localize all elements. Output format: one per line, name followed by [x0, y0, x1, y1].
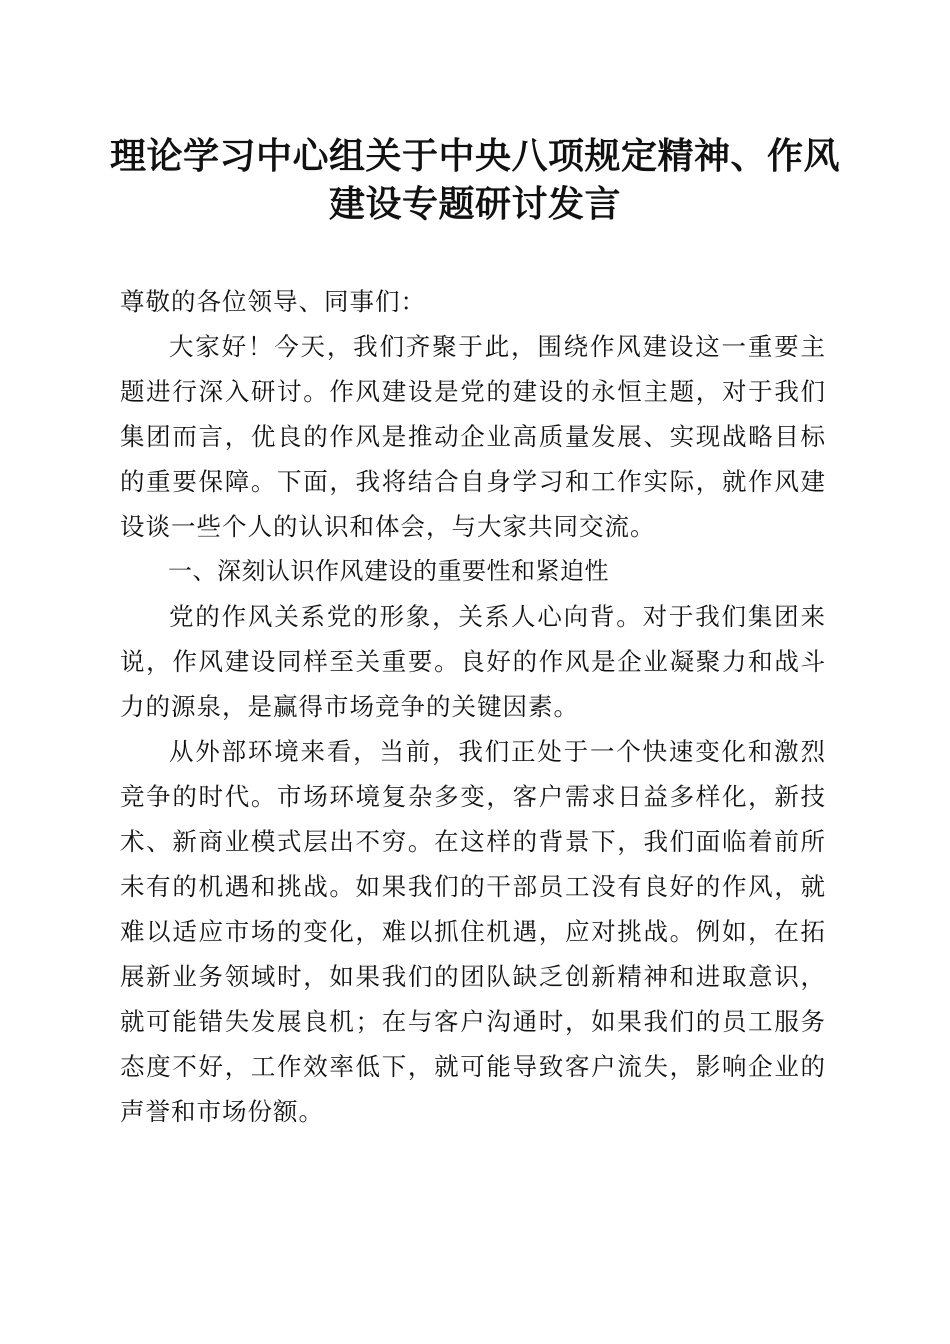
document-title	[110, 132, 840, 228]
title-line-2: 建设专题研讨发言	[328, 183, 621, 225]
paragraph-importance: 党的作风关系党的形象，关系人心向背。对于我们集团来说，作风建设同样至关重要。良好的作风是企业凝聚力和战斗力的源泉，是赢得市场竞争的关键因素。	[120, 602, 826, 721]
document-body	[120, 279, 826, 1134]
title-line-1: 理论学习中心组关于中央八项规定精神、作风	[110, 135, 841, 177]
salutation: 尊敬的各位领导、同事们：	[120, 287, 426, 316]
paragraph-opening: 大家好！今天，我们齐聚于此，围绕作风建设这一重要主题进行深入研讨。作风建设是党的建设的永恒主题，对于我们集团而言，优良的作风是推动企业高质量发展、实现战略目标的重要保障。下面，我将结合自身学习和工作实际，就作风建设谈一些个人的认识和体会，与大家共同交流。	[120, 332, 826, 541]
paragraph-external-environment: 从外部环境来看，当前，我们正处于一个快速变化和激烈竞争的时代。市场环境复杂多变，客户需求日益多样化，新技术、新商业模式层出不穷。在这样的背景下，我们面临着前所未有的机遇和挑战。如果我们的干部员工没有良好的作风，就难以适应市场的变化，难以抓住机遇，应对挑战。例如，在拓展新业务领域时，如果我们的团队缺乏创新精神和进取意识，就可能错失发展良机；在与客户沟通时，如果我们的员工服务态度不好，工作效率低下，就可能导致客户流失，影响企业的声誉和市场份额。	[120, 737, 826, 1126]
section-heading-1: 一、深刻认识作风建设的重要性和紧迫性	[168, 557, 609, 585]
